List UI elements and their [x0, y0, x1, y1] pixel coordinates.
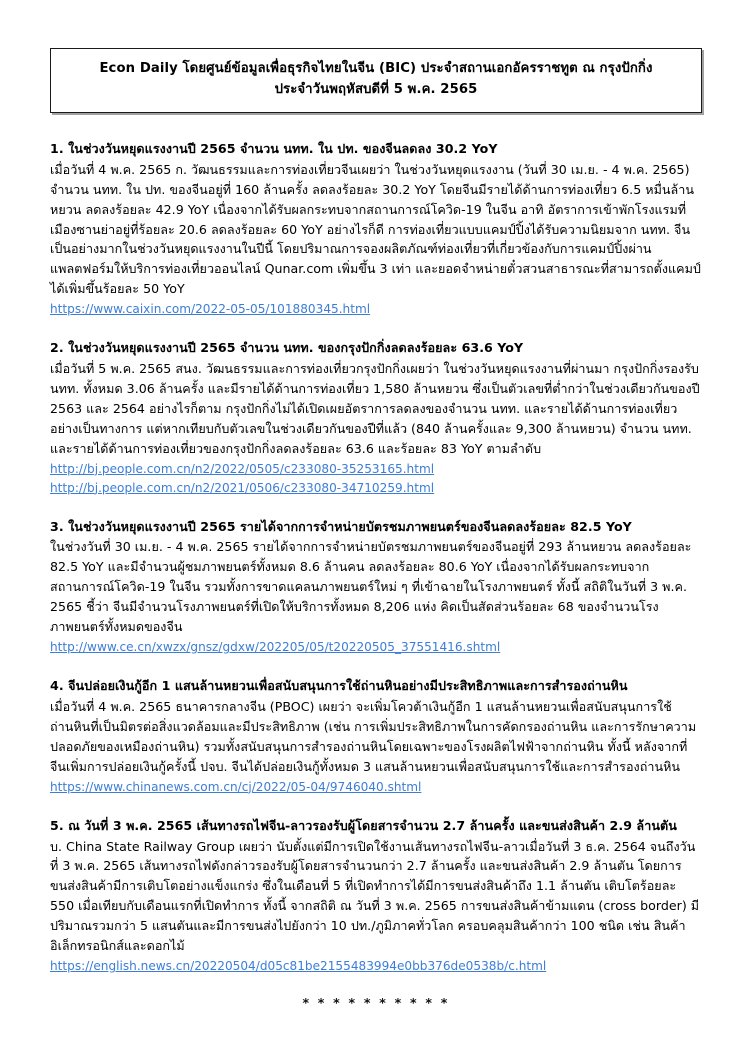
news-section — [50, 816, 702, 976]
source-link[interactable]: http://bj.people.com.cn/n2/2022/0505/c233080-35253165.html — [50, 461, 435, 476]
footer-separator: * * * * * * * * * * — [302, 995, 450, 1011]
section-body-text: เมื่อวันที่ 4 พ.ค. 2565 ธนาคารกลางจีน (PBOC) เผยว่า จะเพิ่มโควต้าเงินกู้อีก 1 แสนล้านหยวนเพื่อสนับสนุนการใช้ถ่านหินที่เป็นมิตรต่อสิ่งแวดล้อมและมีประสิทธิภาพ (เช่น การเพิ่มประสิทธิภาพในการคัดกรองถ่านหิน และการรักษาความปลอดภัยของเหมืองถ่านหิน) รวมทั้งสนับสนุนการสำรองถ่านหินโดยเฉพาะของโรงผลิตไฟฟ้าจากถ่านหิน ทั้งนี้ หลังจากที่จีนเพิ่มการปล่อยเงินกู้ครั้งนี้ ปจบ. จีนได้ปล่อยเงินกู้ทั้งหมด 3 แสนล้านหยวนเพื่อสนับสนุนการใช้และการสำรองถ่านหิน — [50, 698, 697, 774]
document-header-box — [50, 48, 702, 113]
section-body-text: เมื่อวันที่ 5 พ.ค. 2565 สนง. วัฒนธรรมและการท่องเที่ยวกรุงปักกิ่งเผยว่า ในช่วงวันหยุดแรงงานที่ผ่านมา กรุงปักกิ่งรองรับ นทท. ทั้งหมด 3.06 ล้านครั้ง และมีรายได้ด้านการท่องเที่ยว 1,580 ล้านหยวน ซึ่งเป็นตัวเลขที่ต่ำกว่าในช่วงเดียวกันของปี 2563 และ 2564 อย่างไรก็ตาม กรุงปักกิ่งไม่ได้เปิดเผยอัตราการลดลงของจำนวน นทท. และรายได้ด้านการท่องเที่ยวอย่างเป็นทางการ แต่หากเทียบกับตัวเลขในช่วงเดียวกันของปีที่แล้ว (840 ล้านครั้งและ 9,300 ล้านหยวน) จำนวน นทท. และรายได้ด้านการท่องเที่ยวของกรุงปักกิ่งลดลงร้อยละ 63.6 และร้อยละ 83 YoY ตามลำดับ — [50, 361, 700, 456]
source-link[interactable]: https://www.caixin.com/2022-05-05/101880345.html — [50, 302, 371, 317]
section-heading: 2. ในช่วงวันหยุดแรงงานปี 2565 จำนวน นทท. ของกรุงปักกิ่งลดลงร้อยละ 63.6 YoY — [50, 340, 524, 356]
news-section — [50, 676, 702, 797]
news-section — [50, 338, 702, 497]
source-link[interactable]: http://www.ce.cn/xwzx/gnsz/gdxw/202205/05/t20220505_37551416.shtml — [50, 640, 501, 655]
news-section — [50, 139, 702, 319]
section-body-text: เมื่อวันที่ 4 พ.ค. 2565 ก. วัฒนธรรมและการท่องเที่ยวจีนเผยว่า ในช่วงวันหยุดแรงงาน (วันที่ 30 เม.ย. - 4 พ.ค. 2565) จำนวน นทท. ใน ปท. ของจีนอยู่ที่ 160 ล้านครั้ง ลดลงร้อยละ 30.2 YoY โดยจีนมีรายได้ด้านการท่องเที่ยว 6.5 หมื่นล้านหยวน ลดลงร้อยละ 42.9 YoY เนื่องจากได้รับผลกระทบจากสถานการณ์โควิด-19 ในจีน อาทิ อัตราการเข้าพักโรงแรมที่เมืองซานย่าอยู่ที่ร้อยละ 20.6 ลดลงร้อยละ 60 YoY อย่างไรก็ดี การท่องเที่ยวแบบแคมป์ปิ้งได้รับความนิยมจาก นทท. จีนเป็นอย่างมากในช่วงวันหยุดแรงงานในปีนี้ โดยปริมาณการจองผลิตภัณฑ์ท่องเที่ยวที่เกี่ยวข้องกับการแคมป์ปิ้งผ่านแพลตฟอร์มให้บริการท่องเที่ยวออนไลน์ Qunar.com เพิ่มขึ้น 3 เท่า และยอดจำหน่ายตั๋วสวนสาธารณะที่สามารถตั้งแคมป์ได้เพิ่มขึ้นร้อยละ 50 YoY — [50, 161, 701, 297]
source-link[interactable]: https://www.chinanews.com.cn/cj/2022/05-04/9746040.shtml — [50, 779, 422, 794]
source-link-list — [50, 778, 702, 797]
header-title-line-1: Econ Daily โดยศูนย์ข้อมูลเพื่อธุรกิจไทยในจีน (BIC) ประจำสถานเอกอัครราชทูต ณ กรุงปักกิ่ง — [99, 61, 653, 76]
section-body-text: บ. China State Railway Group เผยว่า นับตั้งแต่มีการเปิดใช้งานเส้นทางรถไฟจีน-ลาวเมื่อวันที่ 3 ธ.ค. 2564 จนถึงวันที่ 3 พ.ค. 2565 เส้นทางรถไฟดังกล่าวรองรับผู้โดยสารจำนวนกว่า 2.7 ล้านครั้ง และขนส่งสินค้า 2.9 ล้านตัน โดยการขนส่งสินค้ามีการเติบโตอย่างแข็งแกร่ง ซึ่งในเดือนที่ 5 ที่เปิดทำการได้มีการขนส่งสินค้าถึง 1.1 ล้านตัน เติบโตร้อยละ 550 เมื่อเทียบกับเดือนแรกที่เปิดทำการ ทั้งนี้ จากสถิติ ณ วันที่ 3 พ.ค. 2565 การขนส่งสินค้าข้ามแดน (cross border) มีปริมาณรวมกว่า 5 แสนตันและมีการขนส่งไปยังกว่า 10 ปท./ภูมิภาคทั่วโลก ครอบคลุมสินค้ากว่า 100 ชนิด เช่น สินค้าอิเล็กทรอนิกส์และดอกไม้ — [50, 838, 700, 954]
section-heading: 3. ในช่วงวันหยุดแรงงานปี 2565 รายได้จากการจำหน่ายบัตรชมภาพยนตร์ของจีนลดลงร้อยละ 82.5 YoY — [50, 518, 632, 534]
header-title-line-2: ประจำวันพฤหัสบดีที่ 5 พ.ค. 2565 — [274, 82, 478, 98]
sections-container — [50, 139, 702, 976]
news-section — [50, 517, 702, 658]
source-link-list — [50, 957, 702, 976]
source-link-list — [50, 460, 702, 498]
section-heading: 5. ณ วันที่ 3 พ.ค. 2565 เส้นทางรถไฟจีน-ลาวรองรับผู้โดยสารจำนวน 2.7 ล้านครั้ง และขนส่งสินค้า 2.9 ล้านตัน — [50, 817, 677, 833]
source-link[interactable]: http://bj.people.com.cn/n2/2021/0506/c233080-34710259.html — [50, 480, 435, 495]
source-link-list — [50, 300, 702, 319]
source-link-list — [50, 638, 702, 657]
section-heading: 4. จีนปล่อยเงินกู้อีก 1 แสนล้านหยวนเพื่อสนับสนุนการใช้ถ่านหินอย่างมีประสิทธิภาพและการสำรองถ่านหิน — [50, 678, 628, 694]
section-body-text: ในช่วงวันที่ 30 เม.ย. - 4 พ.ค. 2565 รายได้จากการจำหน่ายบัตรชมภาพยนตร์ของจีนอยู่ที่ 293 ล้านหยวน ลดลงร้อยละ 82.5 YoY และมีจำนวนผู้ชมภาพยนตร์ทั้งหมด 8.6 ล้านคน ลดลงร้อยละ 80.6 YoY เนื่องจากได้รับผลกระทบจากสถานการณ์โควิด-19 ในจีน รวมทั้งการขาดแคลนภาพยนตร์ใหม่ ๆ ที่เข้าฉายในโรงภาพยนตร์ ทั้งนี้ สถิติในวันที่ 3 พ.ค. 2565 ชี้ว่า จีนมีจำนวนโรงภาพยนตร์ที่เปิดให้บริการทั้งหมด 8,206 แห่ง คิดเป็นสัดส่วนร้อยละ 68 ของจำนวนโรงภาพยนตร์ทั้งหมดของจีน — [50, 539, 692, 635]
section-heading: 1. ในช่วงวันหยุดแรงงานปี 2565 จำนวน นทท. ใน ปท. ของจีนลดลง 30.2 YoY — [50, 140, 498, 156]
source-link[interactable]: https://english.news.cn/20220504/d05c81be2155483994e0bb376de0538b/c.html — [50, 959, 547, 974]
